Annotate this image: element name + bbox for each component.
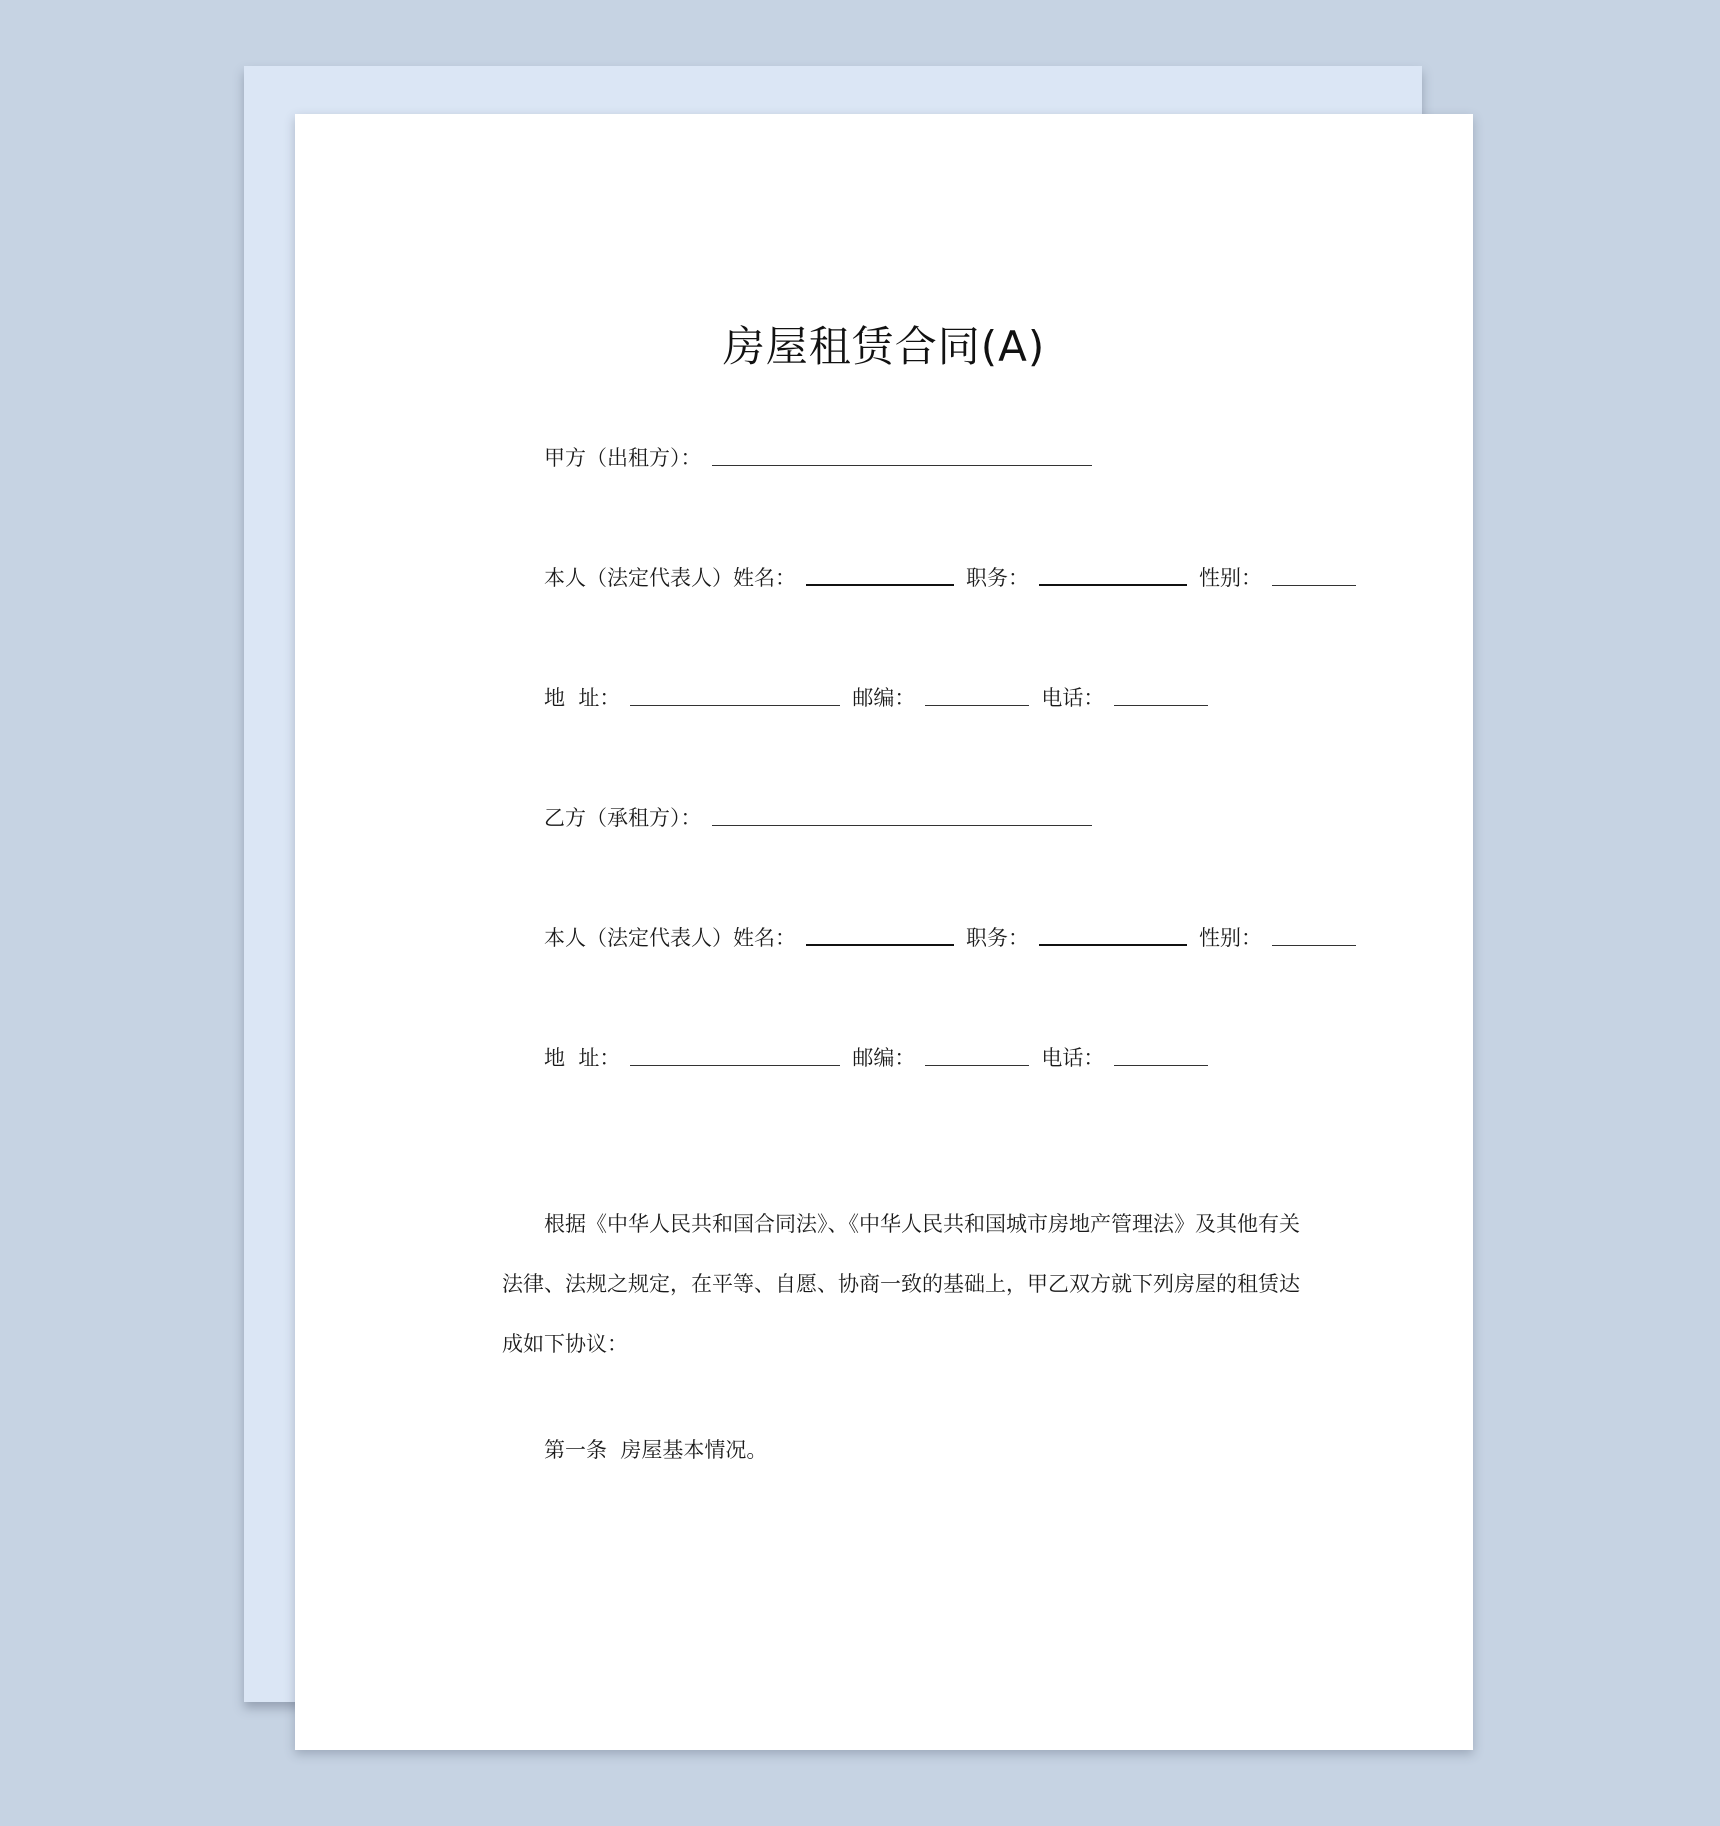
party-a-blank[interactable] [712,465,1092,466]
party-b-address-row [544,1032,1220,1072]
party-a-position-label: 职务： [966,566,1029,590]
party-a-phone-blank[interactable] [1114,705,1208,706]
party-b-postcode-label: 邮编： [852,1046,916,1070]
party-b-address-blank[interactable] [630,1065,840,1066]
party-a-row [544,432,1104,472]
party-b-position-label: 职务： [966,926,1029,950]
party-a-phone-label: 电话： [1041,686,1105,710]
party-b-position-blank[interactable] [1039,944,1187,946]
party-a-postcode-label: 邮编： [852,686,916,710]
party-a-gender-blank[interactable] [1272,585,1356,586]
party-b-phone-blank[interactable] [1114,1065,1208,1066]
party-a-gender-label: 性别： [1199,566,1262,590]
document-title: 房屋租赁合同(A) [722,322,1046,371]
party-a-address-label: 地 址： [544,686,621,710]
document-page [295,114,1473,1750]
party-b-gender-label: 性别： [1199,926,1262,950]
party-a-address-blank[interactable] [630,705,840,706]
party-a-address-row [544,672,1220,712]
party-b-row [544,792,1104,832]
party-b-address-label: 地 址： [544,1046,621,1070]
party-b-postcode-blank[interactable] [925,1065,1029,1066]
party-b-phone-label: 电话： [1041,1046,1105,1070]
party-a-label: 甲方（出租方）： [544,446,702,470]
party-b-gender-blank[interactable] [1272,945,1356,946]
party-b-rep-name-blank[interactable] [806,944,954,946]
party-a-position-blank[interactable] [1039,584,1187,586]
party-a-rep-name-label: 本人（法定代表人）姓名： [544,566,796,590]
party-a-rep-name-blank[interactable] [806,584,954,586]
party-b-rep-name-label: 本人（法定代表人）姓名： [544,926,796,950]
party-a-rep-row [544,552,1368,592]
party-b-rep-row [544,912,1368,952]
article-1-heading: 第一条 房屋基本情况。 [544,1438,768,1462]
preamble-paragraph: 根据《中华人民共和国合同法》、《中华人民共和国城市房地产管理法》及其他有关法律、法规之规定，在平等、自愿、协商一致的基础上，甲乙双方就下列房屋的租赁达成如下协议： [502,1212,1300,1356]
party-b-blank[interactable] [712,825,1092,826]
party-a-postcode-blank[interactable] [925,705,1029,706]
party-b-label: 乙方（承租方）： [544,806,702,830]
